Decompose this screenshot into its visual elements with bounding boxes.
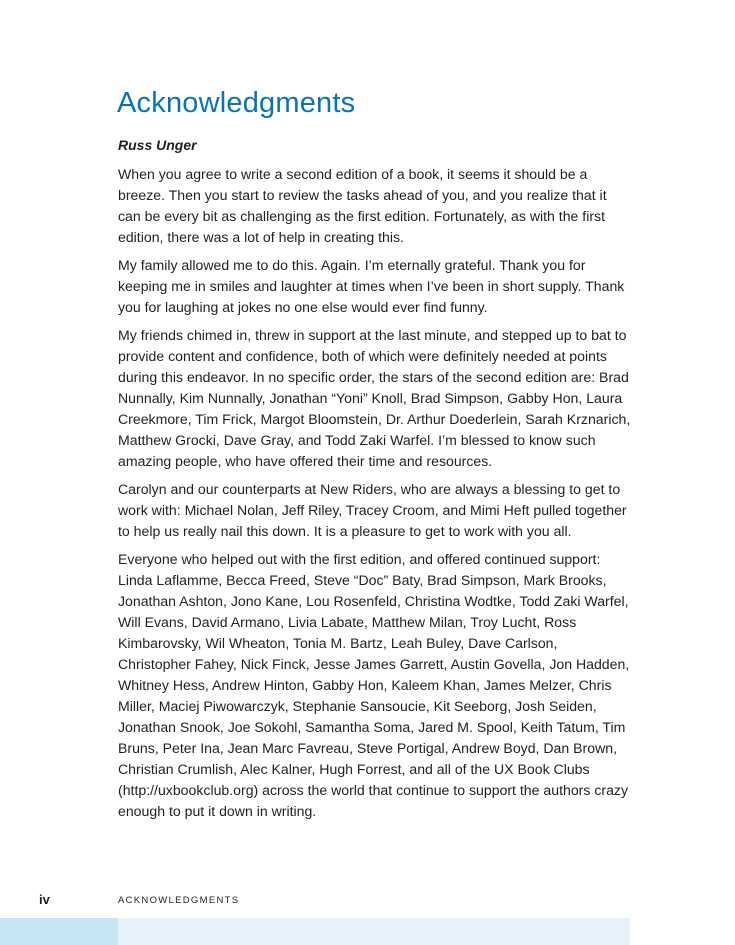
acknowledgments-body (118, 133, 632, 829)
paragraph-friends: My friends chimed in, threw in support at the last minute, and stepped up to bat to provide content and confidence, both of which were definitely needed at points during this endeavor. In no specific order, the stars of the second edition are: Brad Nunnally, Kim Nunnally, Jonathan “Yoni” Knoll, Brad Simpson, Gabby Hon, Laura Creekmore, Tim Frick, Margot Bloomstein, Dr. Arthur Doederlein, Sarah Krznarich, Matthew Grocki, Dave Gray, and Todd Zaki Warfel. I’m blessed to know such amazing people, who have offered their time and resources. (118, 327, 631, 469)
footer-bar-accent (0, 918, 118, 945)
footer-bar (0, 918, 735, 945)
footer-bar-band (118, 918, 630, 945)
running-footer: ACKNOWLEDGMENTS (118, 895, 240, 906)
paragraph-intro: When you agree to write a second edition of a book, it seems it should be a breeze. Then you start to review the tasks ahead of you, and you realize that it can be every bit as challenging as the first edition. Fortunately, as with the first edition, there was a lot of help in creating this. (118, 166, 607, 245)
paragraph-family: My family allowed me to do this. Again. I’m eternally grateful. Thank you for keeping me in smiles and laughter at times when I’ve been in short supply. Thank you for laughing at jokes no one else would ever find funny. (118, 257, 625, 315)
page-title: Acknowledgments (117, 87, 356, 119)
paragraph-publisher: Carolyn and our counterparts at New Riders, who are always a blessing to get to work with: Michael Nolan, Jeff Riley, Tracey Croom, and Mimi Heft pulled together to help us really nail this down. It is a pleasure to get to work with you all. (118, 481, 627, 539)
author-name: Russ Unger (118, 137, 197, 153)
page-number: iv (39, 892, 50, 907)
paragraph-first-edition: Everyone who helped out with the first edition, and offered continued support: Linda Laflamme, Becca Freed, Steve “Doc” Baty, Brad Simpson, Mark Brooks, Jonathan Ashton, Jono Kane, Lou Rosenfeld, Christina Wodtke, Todd Zaki Warfel, Will Evans, David Armano, Livia Labate, Matthew Milan, Troy Lucht, Ross Kimbarovsky, Wil Wheaton, Tonia M. Bartz, Leah Buley, Dave Carlson, Christopher Fahey, Nick Finck, Jesse James Garrett, Austin Govella, Jon Hadden, Whitney Hess, Andrew Hinton, Gabby Hon, Kaleem Khan, James Melzer, Chris Miller, Maciej Piwowarczyk, Stephanie Sansoucie, Kit Seeborg, Josh Seiden, Jonathan Snook, Joe Sokohl, Samantha Soma, Jared M. Spool, Keith Tatum, Tim Bruns, Peter Ina, Jean Marc Favreau, Steve Portigal, Andrew Boyd, Dan Brown, Christian Crumlish, Alec Kalner, Hugh Forrest, and all of the UX Book Clubs (http://uxbookclub.org) across the world that continue to support the authors crazy enough to put it down in writing. (118, 551, 630, 819)
